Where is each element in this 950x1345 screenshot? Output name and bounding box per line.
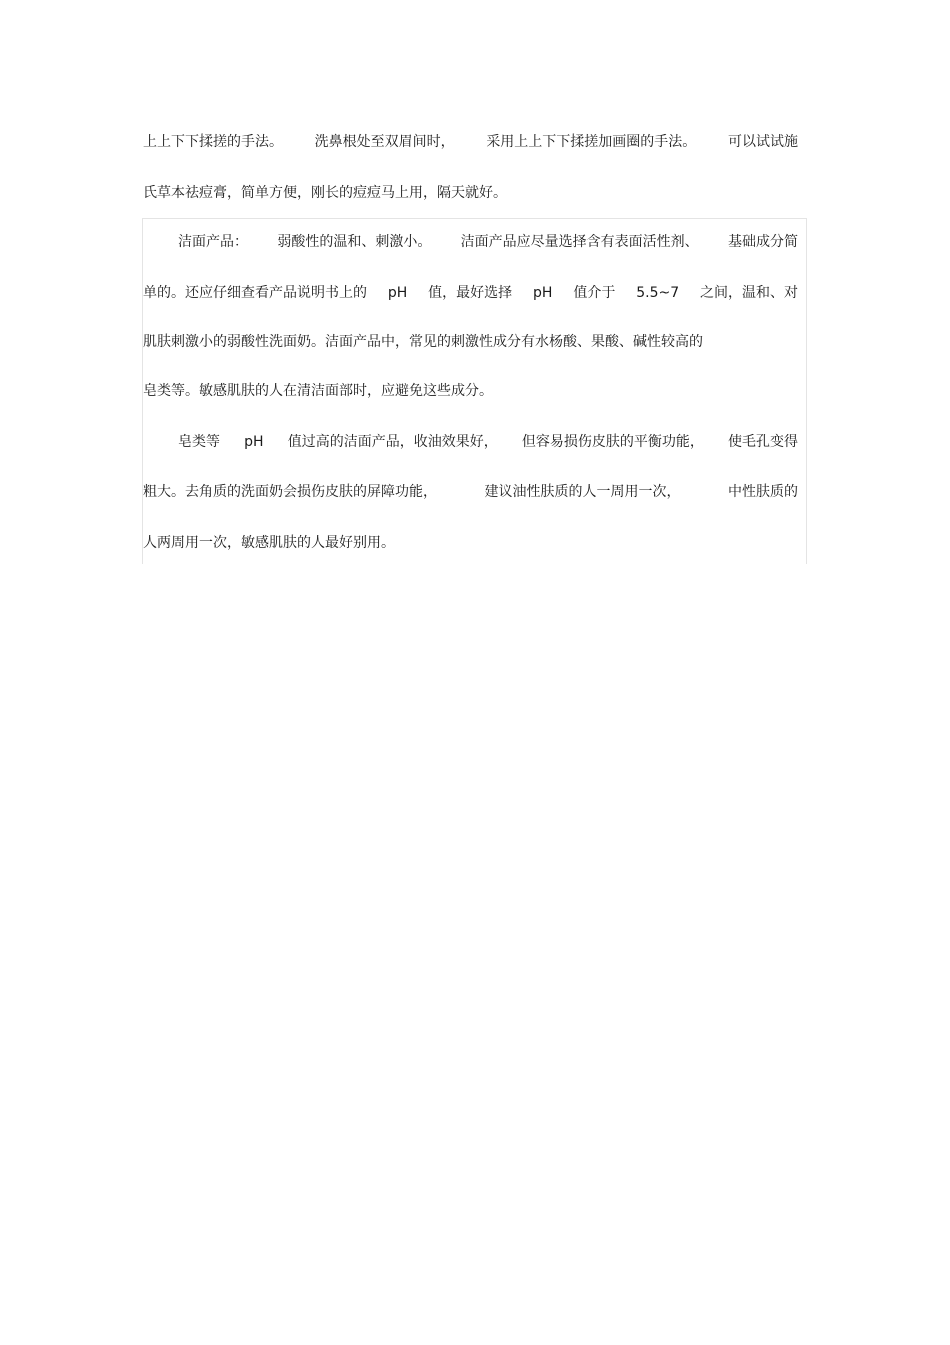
text-segment: 值过高的洁面产品，收油效果好， [287,434,498,450]
text-segment: 中性肤质的 [728,484,798,500]
text-line [143,332,798,352]
text-segment: 洁面产品应尽量选择含有表面活性剂、 [460,234,699,250]
text-segment: 弱酸性的温和、刺激小。 [277,234,432,250]
text-segment: 皂类等 [178,434,220,450]
text-segment: pH [387,285,408,301]
text-line [143,432,798,452]
text-segment: 基础成分简 [727,234,798,250]
text-line [143,132,798,152]
text-segment: 建议油性肤质的人一周用一次， [484,484,681,500]
text-segment: 可以试试施 [727,134,798,150]
text-segment: 之间，温和、对 [700,285,798,301]
text-segment: 粗大。去角质的洗面奶会损伤皮肤的屏障功能， [143,484,437,500]
text-segment: 但容易损伤皮肤的平衡功能， [521,434,704,450]
text-segment: 使毛孔变得 [727,434,798,450]
text-segment: 洁面产品： [178,234,248,250]
text-segment: 肌肤刺激小的弱酸性洗面奶。洁面产品中，常见的刺激性成分有水杨酸、果酸、碱性较高的 [143,334,703,350]
text-segment: 值介于 [573,285,616,301]
text-line [143,283,798,303]
text-segment: pH [244,434,264,450]
text-segment: 氏草本祛痘膏，简单方便，刚长的痘痘马上用，隔天就好。 [143,185,507,201]
text-line [143,482,798,502]
text-segment: 值，最好选择 [428,285,513,301]
text-line [143,381,798,401]
text-segment: 采用上上下下揉搓加画圈的手法。 [486,134,697,150]
text-line [143,533,798,553]
text-segment: 单的。还应仔细查看产品说明书上的 [143,285,367,301]
text-line [143,232,798,252]
text-segment: 上上下下揉搓的手法。 [143,134,283,150]
text-segment: pH [533,285,553,301]
text-segment: 皂类等。敏感肌肤的人在清洁面部时，应避免这些成分。 [143,383,493,399]
text-segment: 5.5~7 [636,285,680,301]
text-segment: 人两周用一次，敏感肌肤的人最好别用。 [143,535,395,551]
text-line [143,183,798,203]
text-segment: 洗鼻根处至双眉间时， [314,134,455,150]
